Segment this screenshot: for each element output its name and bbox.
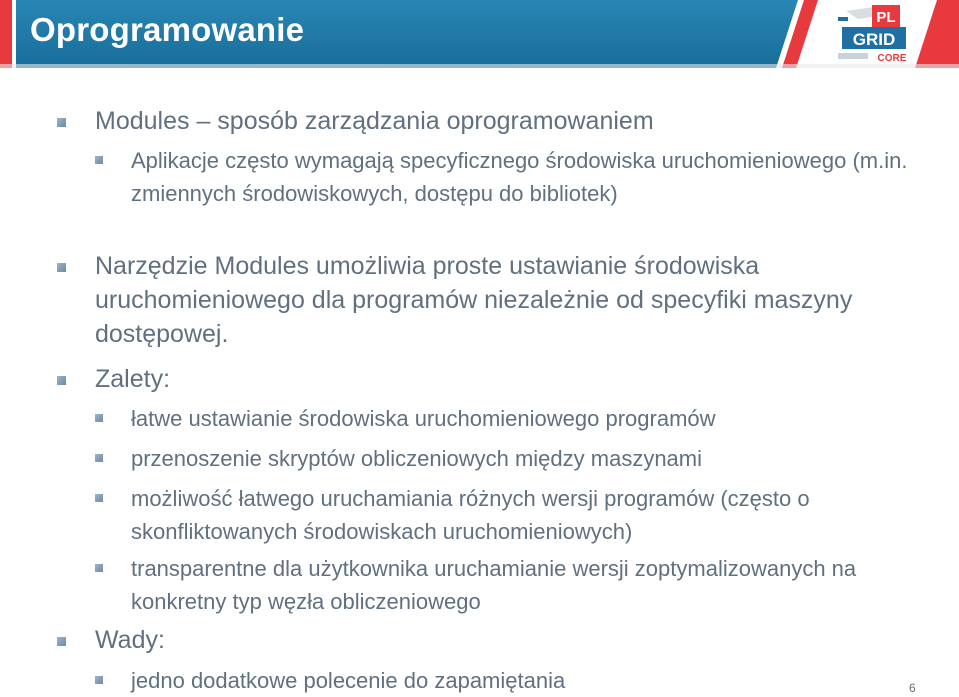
logo-text-pl: PL	[876, 9, 896, 26]
list-item	[131, 482, 911, 548]
bullet-square-icon	[95, 676, 103, 684]
list-item-text: Narzędzie Modules umożliwia proste ustawianie środowiska uruchomieniowego dla programów niezależnie od specyfiki maszyny dostępowej.	[95, 252, 853, 348]
list-item-text: jedno dodatkowe polecenie do zapamiętania	[131, 668, 566, 693]
bullet-square-icon	[57, 118, 66, 127]
list-item	[95, 104, 915, 138]
list-item-text: transparentne dla użytkownika uruchamianie wersji zoptymalizowanych na konkretny typ węzła obliczeniowego	[131, 556, 857, 614]
list-item-text: możliwość łatwego uruchamiania różnych wersji programów (często o skonfliktowanych środowiskach uruchomieniowych)	[131, 486, 810, 544]
bullet-square-icon	[95, 494, 103, 502]
list-item	[131, 552, 911, 618]
list-item-text: Wady:	[95, 626, 165, 654]
list-item-text: łatwe ustawianie środowiska uruchomieniowego programów	[131, 406, 716, 431]
plgrid-core-logo	[838, 3, 910, 65]
bullet-square-icon	[95, 414, 103, 422]
list-item	[131, 144, 911, 210]
page-title: Oprogramowanie	[30, 11, 305, 48]
list-item-text: Zalety:	[95, 365, 171, 393]
list-item-text: Modules – sposób zarządzania oprogramowaniem	[95, 107, 654, 135]
list-item	[95, 362, 915, 396]
bullet-square-icon	[95, 156, 103, 164]
list-item	[131, 402, 911, 435]
bullet-square-icon	[95, 454, 103, 462]
logo-text-grid: GRID	[852, 30, 896, 49]
list-item	[95, 623, 915, 657]
page-number: 6	[909, 681, 916, 695]
bullet-square-icon	[57, 263, 66, 272]
bullet-square-icon	[57, 376, 66, 385]
header-band	[0, 0, 959, 68]
list-item	[131, 442, 911, 475]
list-item-text: Aplikacje często wymagają specyficznego środowiska uruchomieniowego (m.in. zmiennych środowiskowych, dostępu do bibliotek)	[131, 148, 908, 206]
list-item-text: przenoszenie skryptów obliczeniowych między maszynami	[131, 446, 703, 471]
list-item	[95, 249, 915, 351]
bullet-square-icon	[57, 637, 66, 646]
list-item	[131, 664, 911, 697]
bullet-square-icon	[95, 564, 103, 572]
logo-text-core: CORE	[877, 53, 907, 64]
